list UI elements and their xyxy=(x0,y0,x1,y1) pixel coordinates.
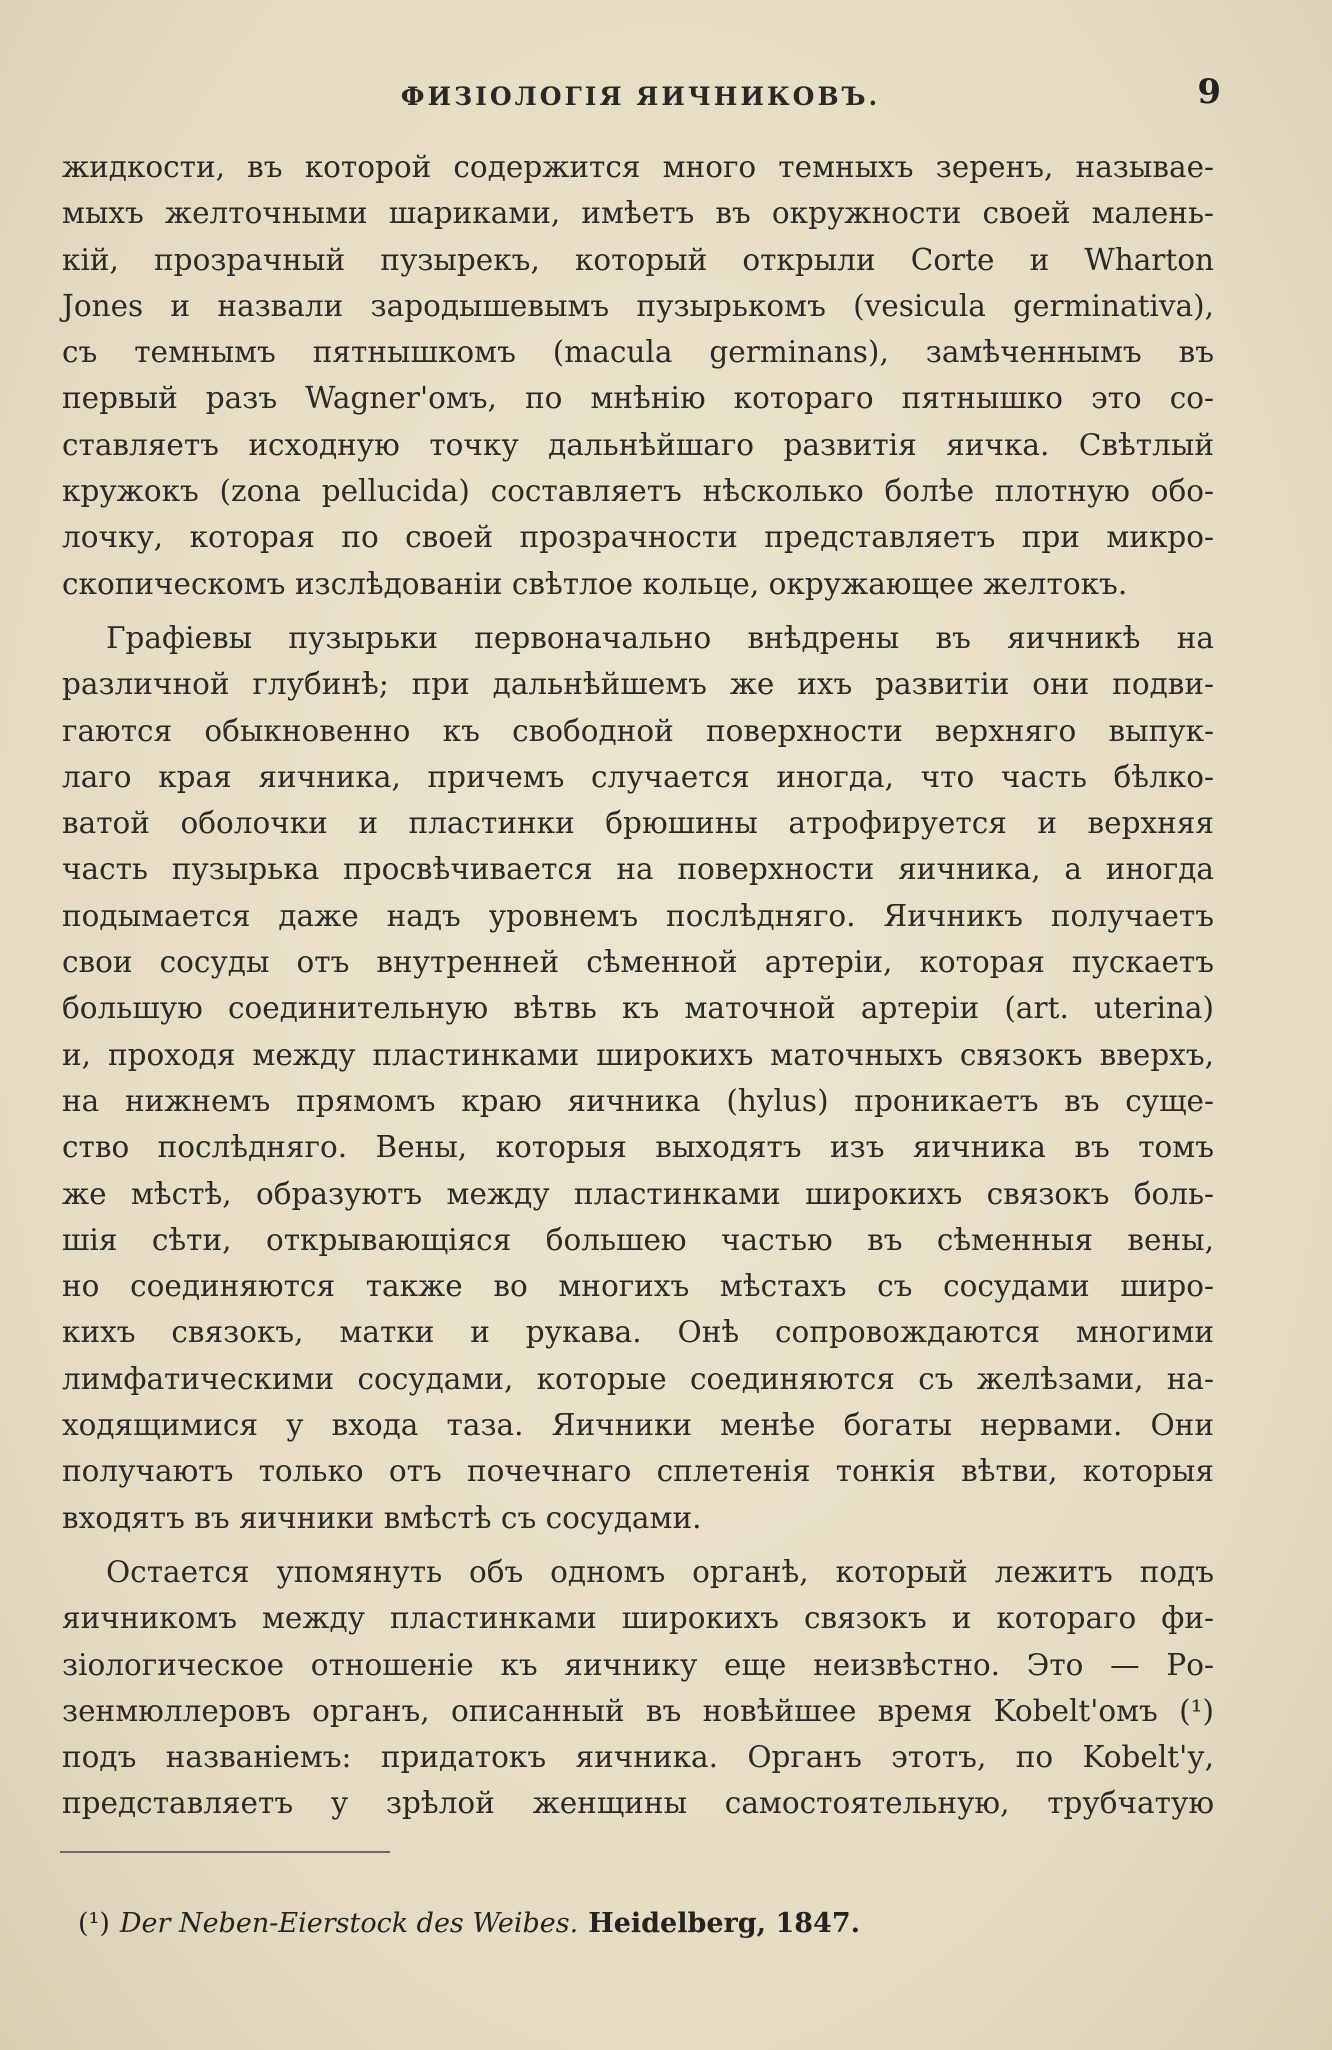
page-number: 9 xyxy=(1197,72,1221,112)
text-line: входятъ въ яичники вмѣстѣ съ сосудами. xyxy=(62,1500,702,1535)
text-line: различной глубинѣ; при дальнѣйшемъ же ихъ развитіи они подви- xyxy=(62,667,1214,702)
text-line: кихъ связокъ, матки и рукава. Онѣ сопровождаются многими xyxy=(62,1315,1214,1350)
text-line: на нижнемъ прямомъ краю яичника (hylus) проникаетъ въ суще- xyxy=(62,1083,1214,1118)
text-line: лимфатическими сосудами, которые соединяются съ желѣзами, на- xyxy=(62,1361,1214,1396)
text-line: кружокъ (zona pellucida) составляетъ нѣсколько болѣе плотную обо- xyxy=(62,474,1214,509)
paragraph-3 xyxy=(62,1549,1214,1827)
text-line: скопическомъ изслѣдованіи свѣтлое кольце, окружающее желтокъ. xyxy=(62,566,1128,601)
text-line: первый разъ Wagner'омъ, по мнѣнію котораго пятнышко это со- xyxy=(62,381,1214,416)
footnote-marker: (¹) xyxy=(78,1908,110,1939)
text-line: мыхъ желточными шариками, имѣетъ въ окружности своей малень- xyxy=(62,196,1214,231)
text-line: получаютъ только отъ почечнаго сплетенія тонкія вѣтви, которыя xyxy=(62,1454,1214,1489)
text-line: свои сосуды отъ внутренней сѣменной артеріи, которая пускаетъ xyxy=(62,945,1214,980)
text-line: жидкости, въ которой содержится много темныхъ зеренъ, называе- xyxy=(62,150,1214,184)
text-line: Остается упомянуть объ одномъ органѣ, который лежитъ подъ xyxy=(106,1554,1214,1589)
text-line: Графіевы пузырьки первоначально внѣдрены въ яичникѣ на xyxy=(106,620,1214,655)
text-line: яичникомъ между пластинками широкихъ связокъ и котораго фи- xyxy=(62,1601,1214,1636)
footnote-rule xyxy=(60,1851,390,1853)
page-header xyxy=(58,72,1223,122)
running-title: ФИЗІОЛОГІЯ ЯИЧНИКОВЪ. xyxy=(400,82,881,111)
text-line: лаго края яичника, причемъ случается иногда, что часть бѣлко- xyxy=(62,759,1214,794)
text-line: часть пузырька просвѣчивается на поверхности яичника, а иногда xyxy=(62,852,1214,887)
text-line: ставляетъ исходную точку дальнѣйшаго развитія яичка. Свѣтлый xyxy=(62,427,1214,462)
paragraph-1 xyxy=(62,144,1214,607)
text-line: ходящимися у входа таза. Яичники менѣе богаты нервами. Они xyxy=(62,1408,1214,1443)
text-line: же мѣстѣ, образуютъ между пластинками широкихъ связокъ боль- xyxy=(62,1176,1214,1211)
text-line: лочку, которая по своей прозрачности представляетъ при микро- xyxy=(62,520,1214,555)
footnote-title: Der Neben-Eierstock des Weibes. xyxy=(119,1908,579,1939)
text-line: и, проходя между пластинками широкихъ маточныхъ связокъ вверхъ, xyxy=(62,1037,1214,1072)
text-line: представляетъ у зрѣлой женщины самостоятельную, трубчатую xyxy=(62,1786,1214,1821)
text-line: но соединяются также во многихъ мѣстахъ съ сосудами широ- xyxy=(62,1269,1214,1304)
text-line: зенмюллеровъ органъ, описанный въ новѣйшее время Kobelt'омъ (¹) xyxy=(62,1693,1214,1728)
text-line: зіологическое отношеніе къ яичнику еще неизвѣстно. Это — Ро- xyxy=(62,1647,1214,1682)
text-line: Jones и назвали зародышевымъ пузырькомъ (vesicula germinativa), xyxy=(62,288,1214,323)
footnote xyxy=(78,1908,1078,1939)
footnote-publication: Heidelberg, 1847. xyxy=(588,1908,861,1939)
text-line: ство послѣдняго. Вены, которыя выходятъ изъ яичника въ томъ xyxy=(62,1130,1214,1165)
text-line: ватой оболочки и пластинки брюшины атрофируется и верхняя xyxy=(62,806,1214,841)
text-line: подъ названіемъ: придатокъ яичника. Органъ этотъ, по Kobelt'у, xyxy=(62,1740,1214,1775)
text-line: шія сѣти, открывающіяся большею частью въ сѣменныя вены, xyxy=(62,1222,1214,1257)
text-line: гаются обыкновенно къ свободной поверхности верхняго выпук- xyxy=(62,713,1214,748)
paragraph-2 xyxy=(62,615,1214,1541)
body-text xyxy=(62,144,1214,1827)
text-line: подымается даже надъ уровнемъ послѣдняго. Яичникъ получаетъ xyxy=(62,898,1214,933)
text-line: съ темнымъ пятнышкомъ (macula germinans), замѣченнымъ въ xyxy=(62,335,1214,370)
text-line: большую соединительную вѣтвь къ маточной артеріи (art. uterina) xyxy=(62,991,1214,1026)
text-line: кій, прозрачный пузырекъ, который открыли Corte и Wharton xyxy=(62,242,1214,277)
